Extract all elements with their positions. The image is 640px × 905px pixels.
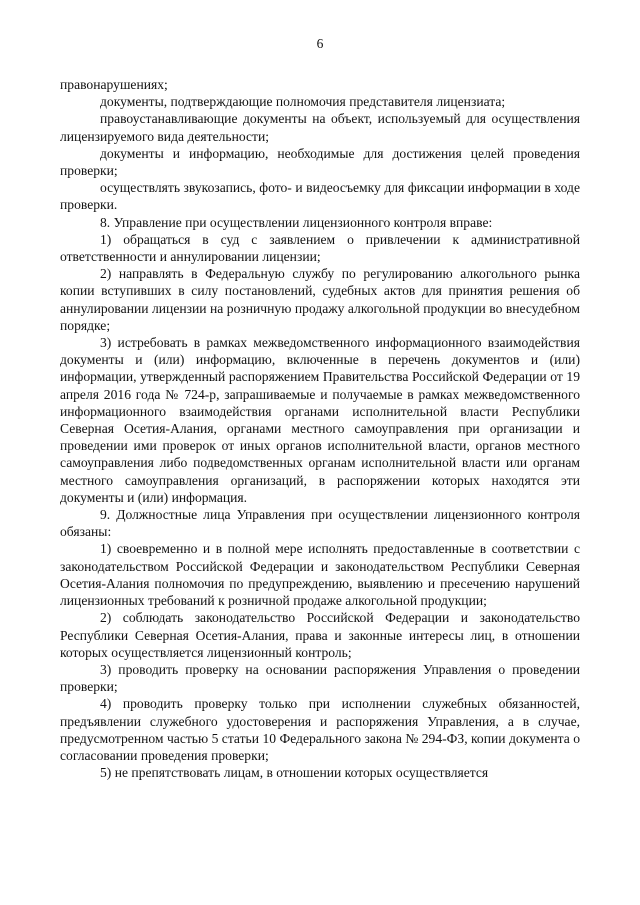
paragraph: документы и информацию, необходимые для достижения целей проведения проверки; [60, 145, 580, 179]
paragraph: 2) соблюдать законодательство Российской Федерации и законодательство Республики Северная Осетия-Алания, права и законные интересы лиц, в отношении которых осуществляется лицензионный контроль; [60, 610, 580, 660]
paragraph: 5) не препятствовать лицам, в отношении которых осуществляется [100, 765, 489, 781]
paragraph: осуществлять звукозапись, фото- и видеосъемку для фиксации информации в ходе проверки. [60, 180, 580, 213]
paragraph: 4) проводить проверку только при исполнении служебных обязанностей, предъявлении служебного удостоверения и распоряжения Управления, а в случае, предусмотренном частью 5 статьи 10 Федерального закона № 294-ФЗ, копии документа о согласовании проведения проверки; [60, 696, 580, 763]
paragraph: 2) направлять в Федеральную службу по регулированию алкогольного рынка копии вступивших в силу постановлений, судебных актов для принятия решения об аннулировании лицензии на розничную продажу алкогольной продукции во внесудебном порядке; [60, 266, 580, 333]
paragraph: 1) обращаться в суд с заявлением о привлечении к административной ответственности и аннулировании лицензии; [60, 231, 580, 265]
document-body [60, 76, 580, 781]
paragraph-section-9: 9. Должностные лица Управления при осуществлении лицензионного контроля обязаны: [60, 507, 580, 540]
paragraph-section-8: 8. Управление при осуществлении лицензионного контроля вправе: [100, 214, 493, 230]
page-number: 6 [316, 36, 324, 51]
paragraph: правонарушениях; [60, 77, 168, 92]
paragraph: 3) проводить проверку на основании распоряжения Управления о проведении проверки; [60, 661, 580, 695]
paragraph: 1) своевременно и в полной мере исполнять предоставленные в соответствии с законодательством Российской Федерации и законодательством Республики Северная Осетия-Алания полномочия по предупреждению, выявлению и пресечению нарушений лицензионных требований к розничной продаже алкогольной продукции; [60, 541, 580, 609]
paragraph: 3) истребовать в рамках межведомственного информационного взаимодействия документы и (или) информацию, включенные в перечень документов и (или) информации, утвержденный распоряжением Правительства Российской Федерации от 19 апреля 2016 года № 724-р, запрашиваемые и получаемые в рамках межведомственного информационного взаимодействия органами исполнительной власти Республики Северная Осетия-Алания, органами местного самоуправления при организации и проведении ими проверок от иных органов исполнительной власти, органов местного самоуправления либо подведомственных органам исполнительной власти или органам местного самоуправления организаций, в распоряжении которых находятся эти документы и (или) информация. [60, 335, 580, 505]
paragraph: документы, подтверждающие полномочия представителя лицензиата; [100, 94, 506, 110]
paragraph: правоустанавливающие документы на объект, используемый для осуществления лицензируемого вида деятельности; [60, 111, 580, 144]
